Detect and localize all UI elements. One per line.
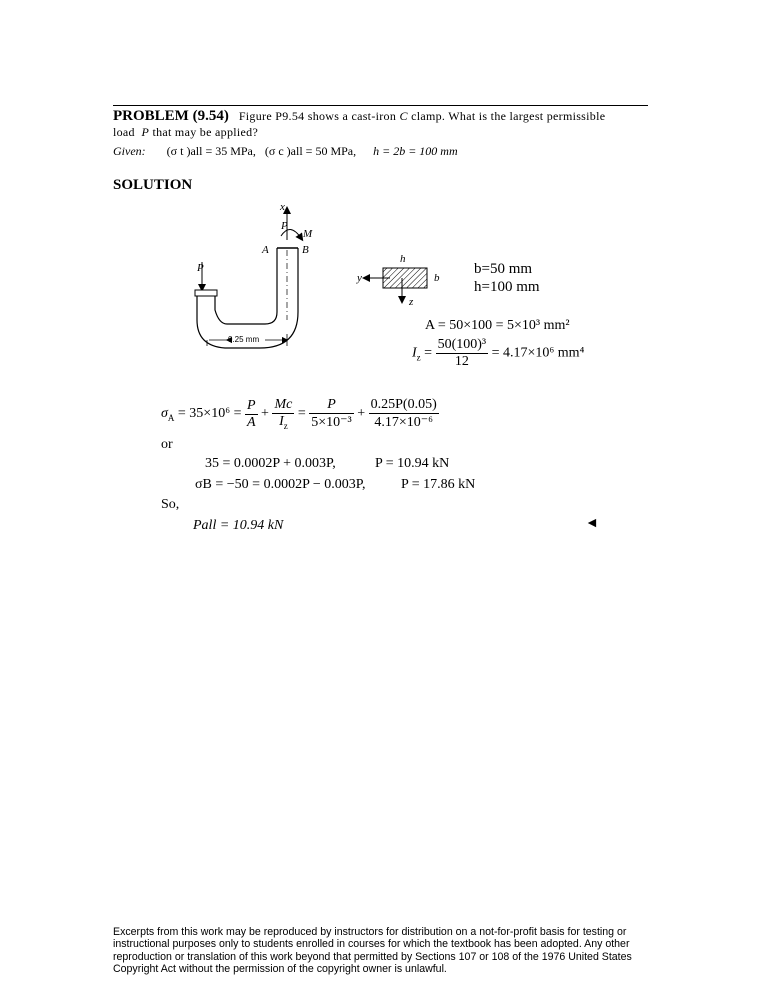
label-p-top: P: [281, 220, 288, 232]
clamp-inner: [215, 248, 277, 324]
label-z: z: [409, 296, 414, 308]
eq-b-result: P = 17.86 kN: [401, 477, 476, 492]
area-eq: A = 50×100 = 5×10³ mm²: [425, 318, 570, 333]
solution-heading: SOLUTION: [113, 177, 193, 193]
header-rule: [113, 105, 648, 106]
so-label: So,: [161, 497, 180, 512]
label-y: y: [357, 272, 362, 284]
problem-header: [113, 107, 605, 125]
label-h: h: [400, 253, 406, 265]
clamp-outer: [197, 248, 298, 348]
label-b: B: [302, 244, 309, 256]
given-line: Given: (σ t )all = 35 MPa, (σ c )all = 50 MPa, h = 2b = 100 mm: [113, 144, 458, 158]
dim-label: 0.25 mm: [228, 335, 260, 344]
problem-title: PROBLEM (9.54): [113, 108, 229, 124]
label-b-section: b: [434, 272, 440, 284]
sigma-a-eq: $\sigma_A = 35\times 10^6$ = $\frac{P}{A}$ + $\frac{Mc}{I_z}$ = $\frac{P}{\text{5×10⁻³}}$ + $\frac{0.25P(0.05)}{\text{4.17×10⁻⁶}}$: [161, 397, 437, 431]
iz-eq: $I_z$ = $\frac{\text{50(100)³}}{12}$ = 4.17×10⁶ mm⁴: [412, 337, 585, 369]
dim-b: b=50 mm: [474, 261, 533, 277]
label-a: A: [262, 244, 269, 256]
eq-a: 35 = 0.0002P + 0.003P,: [205, 456, 336, 471]
problem-statement-line2: load P that may be applied?: [113, 125, 259, 139]
problem-statement: Figure P9.54 shows a cast-iron C clamp. What is the largest permissible: [238, 109, 606, 123]
eq-b: σB = −50 = 0.0002P − 0.003P,: [195, 477, 366, 492]
final-answer: Pall = 10.94 kN: [193, 518, 284, 533]
eq-a-result: P = 10.94 kN: [375, 456, 450, 471]
jaw-plate: [195, 290, 217, 296]
label-p-left: P: [197, 262, 204, 274]
label-m: M: [303, 228, 313, 240]
end-marker: ◄: [585, 516, 599, 531]
copyright-footer: Excerpts from this work may be reproduced by instructors for distribution on a not-for-profit basis for testing or instructional purposes only to students enrolled in courses for which the textbook has been adopted. Any other reproduction or translation of this work beyond that permitted by Sections 107 or 108 of the 1976 United States Copyright Act without the permission of the copyright owner is unlawful.: [113, 926, 632, 975]
dim-h: h=100 mm: [474, 279, 540, 295]
label-x: x: [280, 201, 285, 213]
or-label: or: [161, 437, 173, 452]
